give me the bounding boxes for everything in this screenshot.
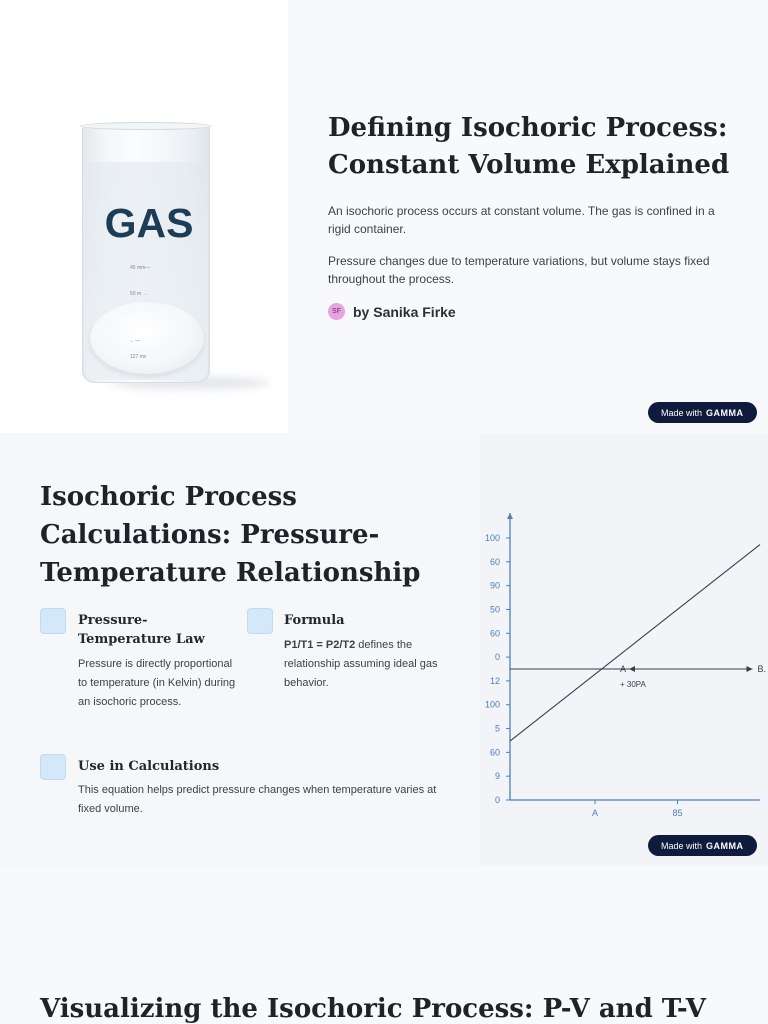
formula-description: defines the relationship assuming ideal gas behavior.	[284, 639, 438, 689]
slide1-title: Defining Isochoric Process: Constant Volume Explained	[328, 113, 730, 180]
formula-text: P1/T1 = P2/T2	[284, 639, 356, 651]
feature-text-law: Pressure is directly proportional to temperature (in Kelvin) during an isochoric process.	[78, 658, 236, 708]
chart-y-tick-label: 0	[494, 795, 500, 805]
glass-tick: 50 m →	[130, 291, 148, 297]
chart-y-tick-label: 5	[494, 723, 500, 734]
chart-x-tick-label: 85	[672, 808, 683, 818]
gas-label: GAS	[104, 200, 194, 246]
chart-x-tick-label: A	[591, 808, 599, 818]
chart-arrow-right	[747, 666, 753, 672]
badge-prefix: Made with	[661, 407, 703, 418]
badge-prefix: Made with	[661, 840, 703, 851]
slide-calculations	[0, 433, 768, 866]
slide1-paragraph-2: Pressure changes due to temperature variations, but volume stays fixed throughout the process.	[328, 254, 710, 286]
chart-y-tick-label: 60	[489, 747, 500, 758]
made-with-gamma-badge[interactable]	[648, 402, 757, 423]
feature-icon-box	[40, 754, 66, 780]
pressure-temperature-chart	[480, 433, 768, 866]
gamma-logo: GAMMA	[706, 840, 744, 851]
glass-tick: ←—	[130, 338, 140, 344]
slide1-paragraph-1: An isochoric process occurs at constant volume. The gas is confined in a rigid container.	[328, 204, 715, 236]
chart-y-tick-label: 60	[489, 628, 500, 639]
slide3-title: Visualizing the Isochoric Process: P-V and T-V	[40, 994, 706, 1024]
feature-title-formula: Formula	[284, 613, 345, 628]
chart-y-axis-arrow	[507, 513, 513, 519]
avatar: SF	[328, 303, 345, 320]
chart-svg	[480, 433, 768, 866]
chart-y-tick-label: 9	[494, 771, 500, 782]
chart-y-tick-label: 90	[489, 580, 500, 591]
chart-y-tick-label: 50	[489, 604, 500, 615]
slide-constant-volume	[0, 0, 768, 433]
author-byline	[328, 303, 456, 320]
feature-icon-box	[247, 608, 273, 634]
chart-y-tick-label: 0	[494, 652, 500, 663]
chart-y-tick-label: 100	[484, 699, 500, 710]
glass-tick: 127 mv	[130, 354, 147, 360]
made-with-gamma-badge[interactable]	[648, 835, 757, 856]
chart-y-tick-label: 12	[489, 675, 500, 686]
author-name: by Sanika Firke	[353, 303, 456, 320]
feature-text-calculations: This equation helps predict pressure changes when temperature varies at fixed volume.	[78, 784, 437, 815]
chart-annotation-b: B.	[757, 664, 767, 674]
feature-title-calculations: Use in Calculations	[78, 759, 220, 774]
feature-icon-box	[40, 608, 66, 634]
chart-series-line	[510, 545, 760, 742]
slide-visualizing	[0, 866, 768, 1024]
egg-shape	[90, 302, 204, 374]
chart-annotation-a: A	[620, 664, 627, 674]
chart-annotation-pressure: + 30PA	[620, 680, 646, 689]
feature-text-formula	[284, 636, 449, 693]
glass-tick: 45 mm—	[130, 265, 151, 271]
feature-title-law: Pressure-Temperature Law	[78, 613, 205, 647]
gas-glass-image	[0, 0, 288, 433]
gamma-logo: GAMMA	[706, 407, 744, 418]
glass-rim	[80, 122, 212, 130]
chart-arrow-left	[629, 666, 635, 672]
chart-y-tick-label: 60	[489, 556, 500, 567]
chart-y-tick-label: 100	[484, 533, 500, 543]
slide2-title: Isochoric Process Calculations: Pressure-Temperature Relationship	[40, 482, 421, 588]
